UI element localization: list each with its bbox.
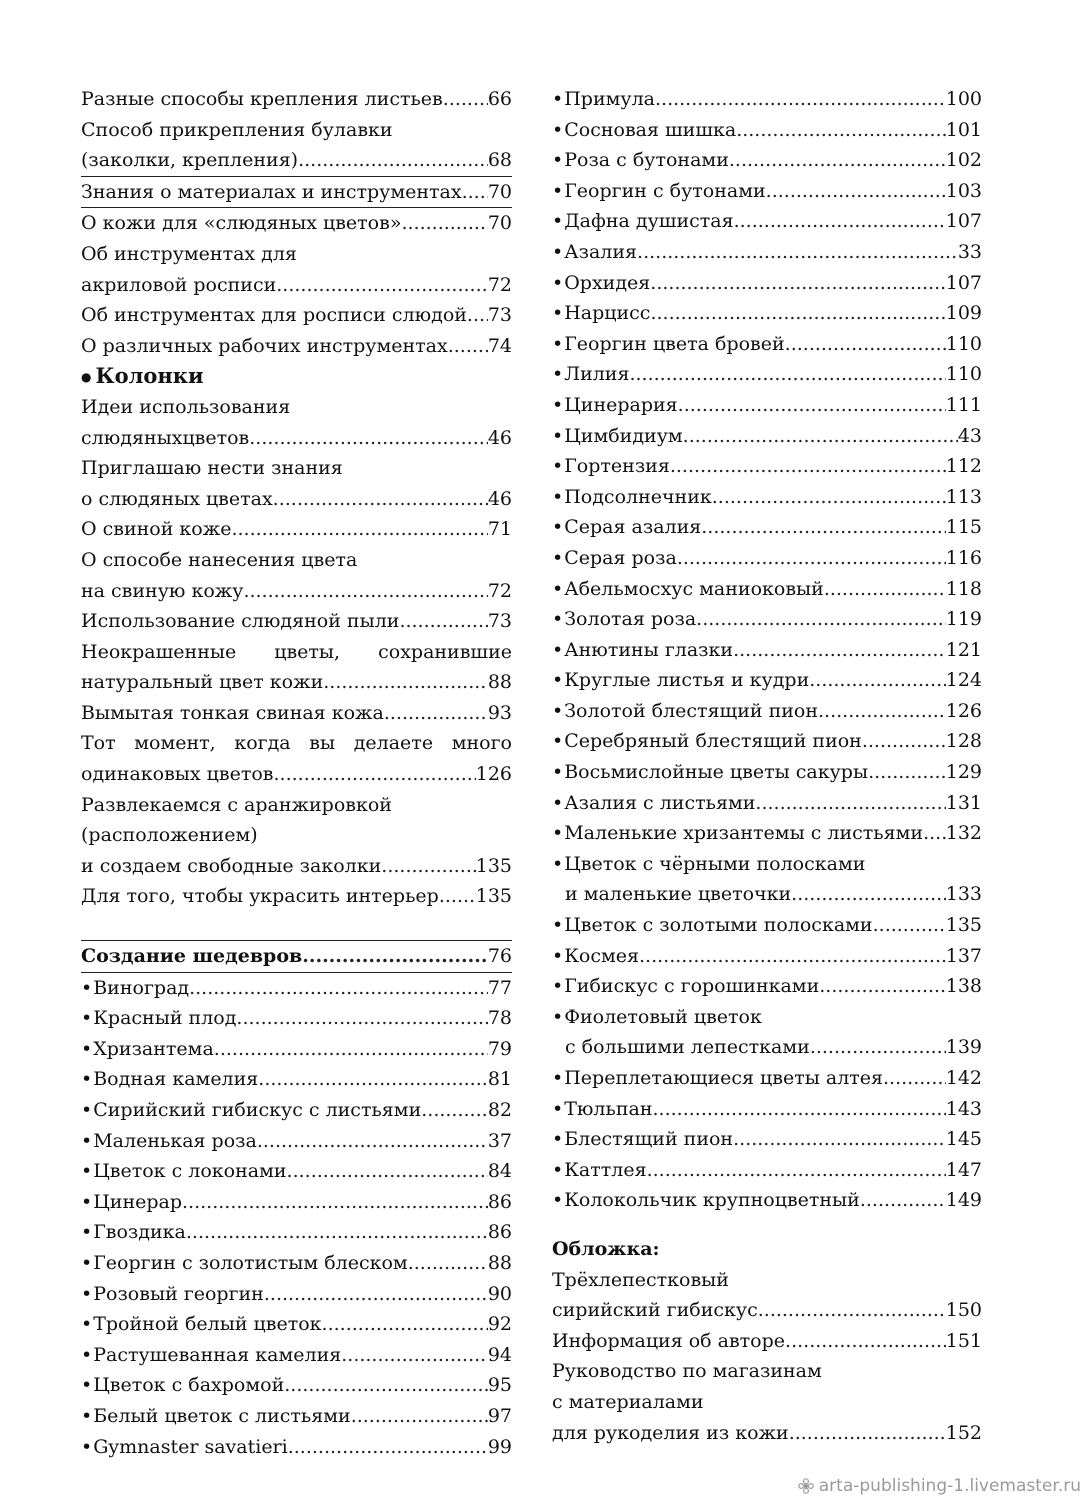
toc-group xyxy=(81,84,512,176)
toc-entry xyxy=(552,512,982,543)
entry-page: 110 xyxy=(945,332,982,355)
entry-title: • Серая роза xyxy=(552,543,677,574)
entry-title: • Колокольчик крупноцветный xyxy=(552,1185,860,1216)
toc-entry xyxy=(552,574,982,605)
entry-page: 92 xyxy=(487,1313,512,1336)
entry-title: • Космея xyxy=(552,941,639,972)
entry-title: • Роза с бутонами xyxy=(552,145,729,176)
entry-title: • Азалия xyxy=(552,237,637,268)
entry-page: 135 xyxy=(475,885,512,908)
entry-title: с большими лепестками xyxy=(565,1036,810,1059)
entry-title: • Водная камелия xyxy=(81,1064,258,1095)
entry-page: 43 xyxy=(957,424,982,447)
entry-page: 118 xyxy=(945,577,982,600)
entry-page: 86 xyxy=(487,1190,512,1213)
entry-page: 70 xyxy=(487,212,512,235)
toc-entry xyxy=(552,390,982,421)
toc-entry xyxy=(81,1217,512,1248)
toc-entry xyxy=(81,115,512,146)
entry-page: 74 xyxy=(487,334,512,357)
toc-entry xyxy=(81,576,512,607)
toc-entry xyxy=(81,1126,512,1157)
toc-entry xyxy=(552,941,982,972)
entry-title: Трёхлепестковый xyxy=(552,1268,729,1291)
entry-title: Идеи использования xyxy=(81,395,291,418)
columns-heading: ● Колонки xyxy=(81,361,512,392)
toc-entry xyxy=(552,298,982,329)
entry-title: сирийский гибискус xyxy=(552,1299,758,1322)
entry-title: и создаем свободные заколки xyxy=(81,854,382,877)
entry-page: 124 xyxy=(945,669,982,692)
entry-page: 126 xyxy=(945,699,982,722)
entry-page: 70 xyxy=(487,180,512,203)
flower-icon xyxy=(798,1478,814,1494)
right-column xyxy=(552,84,982,1448)
entry-page: 99 xyxy=(487,1435,512,1458)
entry-page: 86 xyxy=(487,1221,512,1244)
entry-page: 109 xyxy=(945,302,982,325)
entry-title: • Цинерар xyxy=(81,1187,182,1218)
entry-title: • Тюльпан xyxy=(552,1094,653,1125)
entry-title: • Gymnaster savatieri xyxy=(81,1432,288,1463)
entry-title: с материалами xyxy=(552,1390,704,1413)
toc-entry xyxy=(81,84,512,115)
entry-title: • Серая азалия xyxy=(552,512,701,543)
toc-entry xyxy=(552,849,982,880)
entry-page: 110 xyxy=(945,363,982,386)
toc-entry xyxy=(81,514,512,545)
entry-title: • Розовый георгин xyxy=(81,1279,264,1310)
entry-page: 107 xyxy=(945,271,982,294)
entry-page: 129 xyxy=(945,761,982,784)
toc-entry xyxy=(81,239,512,270)
toc-entry xyxy=(81,667,512,698)
toc-entry xyxy=(81,698,512,729)
toc-entry xyxy=(81,1003,512,1034)
toc-entry xyxy=(552,1387,982,1418)
entry-title: Разные способы крепления листьев xyxy=(81,88,443,110)
toc-entry xyxy=(81,1248,512,1279)
toc-entry xyxy=(81,1279,512,1310)
entry-page: 72 xyxy=(487,579,512,602)
entry-title: • Золотой блестящий пион xyxy=(552,696,818,727)
toc-entry xyxy=(552,1063,982,1094)
entry-title: • Анютины глазки xyxy=(552,635,733,666)
entry-page: 149 xyxy=(945,1189,982,1212)
entry-title: Об инструментах для xyxy=(81,242,297,265)
entry-title: • Цветок с чёрными полосками xyxy=(552,853,865,875)
entry-page: 46 xyxy=(487,487,512,510)
entry-title: • Фиолетовый цветок xyxy=(552,1006,762,1028)
toc-entry xyxy=(81,851,512,882)
toc-group xyxy=(81,208,512,361)
entry-title: Развлекаемся с аранжировкой xyxy=(81,793,392,816)
entry-title: • Восьмислойные цветы сакуры xyxy=(552,757,868,788)
entry-page: 112 xyxy=(945,455,982,478)
toc-entry xyxy=(81,1095,512,1126)
toc-entry xyxy=(552,1124,982,1155)
entry-page: 143 xyxy=(945,1097,982,1120)
toc-entry xyxy=(552,268,982,299)
entry-title: • Красный плод xyxy=(81,1003,236,1034)
entry-page: 116 xyxy=(945,546,982,569)
entry-page: 100 xyxy=(945,88,982,110)
toc-entry xyxy=(81,759,512,790)
toc-group xyxy=(552,84,982,1216)
entry-page: 79 xyxy=(487,1037,512,1060)
entry-title: Тот момент, когда вы делаете много xyxy=(81,732,512,755)
entry-page: 84 xyxy=(487,1160,512,1183)
entry-title: на свиную кожу xyxy=(81,579,244,602)
entry-title: • Цимбидиум xyxy=(552,421,683,452)
toc-entry xyxy=(552,726,982,757)
entry-page: 152 xyxy=(945,1421,982,1444)
entry-title: Неокрашенные цветы, сохранившие xyxy=(81,640,512,663)
entry-page: 33 xyxy=(957,240,982,263)
entry-title: • Хризантема xyxy=(81,1034,214,1065)
entry-page: 142 xyxy=(945,1067,982,1089)
entry-page: 73 xyxy=(487,304,512,327)
entry-title: Информация об авторе xyxy=(552,1329,786,1352)
toc-entry xyxy=(81,1064,512,1095)
entry-page: 145 xyxy=(945,1128,982,1151)
toc-entry xyxy=(81,177,512,208)
entry-page: 66 xyxy=(487,88,512,110)
entry-title: • Растушеванная камелия xyxy=(81,1340,341,1371)
toc-entry xyxy=(552,84,982,115)
toc-entry xyxy=(552,879,982,910)
entry-title: Руководство по магазинам xyxy=(552,1360,822,1383)
entry-title: О кожи для «слюдяных цветов» xyxy=(81,212,402,235)
toc-entry xyxy=(81,1370,512,1401)
entry-page: 82 xyxy=(487,1099,512,1121)
entry-page: 107 xyxy=(945,210,982,233)
entry-page: 121 xyxy=(945,638,982,661)
entry-title: О свиной коже xyxy=(81,518,232,541)
entry-title: Знания о материалах и инструментах xyxy=(81,180,462,203)
entry-title: • Цветок с золотыми полосками xyxy=(552,910,873,941)
entry-title: • Цветок с бахромой xyxy=(81,1370,284,1401)
entry-page: 71 xyxy=(487,518,512,541)
entry-page: 77 xyxy=(487,976,512,999)
entry-title: акриловой росписи xyxy=(81,273,277,296)
entry-title: • Лилия xyxy=(552,359,629,390)
toc-entry xyxy=(81,1156,512,1187)
toc-entry xyxy=(81,331,512,362)
entry-title: • Азалия с листьями xyxy=(552,788,755,819)
toc-entry xyxy=(552,482,982,513)
toc-entry xyxy=(81,881,512,912)
toc-group xyxy=(552,1265,982,1449)
entry-page: 150 xyxy=(945,1299,982,1322)
toc-entry xyxy=(81,145,512,176)
entry-title: • Орхидея xyxy=(552,268,650,299)
entry-title: • Нарцисс xyxy=(552,298,650,329)
entry-page: 95 xyxy=(487,1374,512,1397)
toc-entry xyxy=(81,300,512,331)
entry-title: • Маленькая роза xyxy=(81,1126,257,1157)
materials-section-header xyxy=(81,176,512,209)
entry-title: Создание шедевров xyxy=(81,945,303,968)
entry-page: 93 xyxy=(487,701,512,724)
toc-entry xyxy=(552,115,982,146)
toc-entry xyxy=(552,1002,982,1033)
toc-entry xyxy=(552,329,982,360)
entry-page: 115 xyxy=(945,516,982,539)
entry-title: и маленькие цветочки xyxy=(565,883,792,906)
entry-title: • Тройной белый цветок xyxy=(81,1309,322,1340)
entry-title: • Гвоздика xyxy=(81,1217,186,1248)
entry-page: 135 xyxy=(475,854,512,877)
entry-page: 97 xyxy=(487,1404,512,1427)
entry-page: 147 xyxy=(945,1158,982,1181)
toc-entry xyxy=(81,1401,512,1432)
toc-entry xyxy=(552,788,982,819)
entry-title: • Гортензия xyxy=(552,451,670,482)
entry-title: • Сосновая шишка xyxy=(552,115,736,146)
entry-page: 113 xyxy=(945,485,982,508)
entry-title: натуральный цвет кожи xyxy=(81,671,324,694)
toc-entry xyxy=(81,453,512,484)
toc-entry xyxy=(552,757,982,788)
entry-title: Для того, чтобы украсить интерьер xyxy=(81,885,439,908)
toc-entry xyxy=(552,1326,982,1357)
entry-title: • Гибискус с горошинками xyxy=(552,971,819,1002)
masterpieces-header xyxy=(81,940,512,973)
toc-group xyxy=(81,973,512,1463)
entry-page: 72 xyxy=(487,273,512,296)
toc-entry xyxy=(552,1155,982,1186)
entry-title: Способ прикрепления булавки xyxy=(81,118,393,141)
entry-title: • Георгин с бутонами xyxy=(552,176,766,207)
toc-entry xyxy=(552,1185,982,1216)
toc-entry xyxy=(81,973,512,1004)
toc-entry xyxy=(81,392,512,423)
entry-title: • Блестящий пион xyxy=(552,1124,733,1155)
toc-entry xyxy=(81,1034,512,1065)
entry-title: • Примула xyxy=(552,84,655,115)
entry-title: О различных рабочих инструментах xyxy=(81,334,448,357)
toc-entry xyxy=(81,790,512,821)
toc-entry xyxy=(552,665,982,696)
watermark xyxy=(798,1476,1081,1496)
toc-entry xyxy=(81,728,512,759)
entry-title: • Сирийский гибискус с листьями xyxy=(81,1095,421,1126)
entry-page: 133 xyxy=(945,883,982,906)
toc-entry xyxy=(552,910,982,941)
toc-entry xyxy=(552,421,982,452)
toc-entry xyxy=(81,606,512,637)
toc-entry xyxy=(552,1418,982,1449)
entry-page: 46 xyxy=(487,426,512,449)
entry-page: 88 xyxy=(487,1251,512,1274)
toc-entry xyxy=(552,604,982,635)
entry-page: 137 xyxy=(945,944,982,967)
entry-page: 88 xyxy=(487,671,512,694)
entry-title: • Подсолнечник xyxy=(552,482,712,513)
toc-entry xyxy=(552,971,982,1002)
entry-title: слюдяныхцветов xyxy=(81,426,250,449)
toc-entry xyxy=(81,208,512,239)
toc-entry xyxy=(552,145,982,176)
entry-title: • Георгин цвета бровей xyxy=(552,329,785,360)
toc-entry xyxy=(552,696,982,727)
toc-entry xyxy=(552,237,982,268)
toc-entry xyxy=(552,1356,982,1387)
entry-title: О способе нанесения цвета xyxy=(81,548,358,571)
entry-page: 73 xyxy=(487,610,512,633)
watermark-text: arta-publishing-1.livemaster.ru xyxy=(818,1476,1081,1496)
entry-title: о слюдяных цветах xyxy=(81,487,273,510)
entry-title: одинаковых цветов xyxy=(81,763,274,786)
entry-title: Приглашаю нести знания xyxy=(81,457,343,480)
toc-entry xyxy=(552,1032,982,1063)
toc-entry xyxy=(552,1295,982,1326)
entry-title: • Дафна душистая xyxy=(552,206,734,237)
entry-page: 68 xyxy=(487,149,512,172)
entry-title: для рукоделия из кожи xyxy=(552,1421,789,1444)
toc-entry xyxy=(552,359,982,390)
toc-entry xyxy=(552,206,982,237)
entry-page: 90 xyxy=(487,1282,512,1305)
entry-page: 102 xyxy=(945,149,982,172)
toc-entry xyxy=(552,1094,982,1125)
entry-page: 128 xyxy=(945,730,982,753)
entry-page: 111 xyxy=(945,393,982,416)
left-column xyxy=(81,84,512,1462)
entry-title: • Георгин с золотистым блеском xyxy=(81,1248,408,1279)
entry-title: Использование слюдяной пыли xyxy=(81,610,400,633)
entry-title: • Цветок с локонами xyxy=(81,1156,287,1187)
toc-entry xyxy=(81,270,512,301)
entry-page: 132 xyxy=(945,822,982,845)
entry-title: • Переплетающиеся цветы алтея xyxy=(552,1063,883,1094)
entry-page: 151 xyxy=(945,1329,982,1352)
entry-page: 119 xyxy=(945,608,982,631)
entry-page: 76 xyxy=(487,945,512,968)
toc-entry xyxy=(552,635,982,666)
toc-entry xyxy=(81,1187,512,1218)
entry-title: • Цинерария xyxy=(552,390,678,421)
entry-title: • Виноград xyxy=(81,973,189,1004)
entry-title: • Золотая роза xyxy=(552,604,696,635)
toc-entry xyxy=(81,423,512,454)
entry-page: 139 xyxy=(945,1036,982,1059)
entry-title: • Маленькие хризантемы с листьями xyxy=(552,818,923,849)
toc-group xyxy=(81,392,512,912)
entry-page: 103 xyxy=(945,179,982,202)
cover-heading: Обложка: xyxy=(552,1237,660,1260)
entry-title: • Белый цветок с листьями xyxy=(81,1401,351,1432)
toc-entry xyxy=(81,1432,512,1463)
entry-title: • Абельмосхус маниоковый xyxy=(552,574,824,605)
toc-entry xyxy=(552,1265,982,1296)
entry-title: Об инструментах для росписи слюдой xyxy=(81,304,467,327)
entry-page: 138 xyxy=(945,975,982,998)
toc-entry xyxy=(81,484,512,515)
entry-page: 131 xyxy=(945,791,982,814)
entry-title: • Круглые листья и кудри xyxy=(552,665,809,696)
toc-entry xyxy=(552,451,982,482)
entry-title: (расположением) xyxy=(81,824,258,847)
toc-entry xyxy=(81,637,512,668)
entry-title: • Серебряный блестящий пион xyxy=(552,726,862,757)
toc-entry xyxy=(81,820,512,851)
toc-entry xyxy=(552,543,982,574)
toc-entry xyxy=(552,176,982,207)
toc-entry xyxy=(81,1309,512,1340)
entry-page: 81 xyxy=(487,1068,512,1091)
entry-title: Вымытая тонкая свиная кожа xyxy=(81,701,384,724)
entry-page: 78 xyxy=(487,1007,512,1030)
entry-page: 101 xyxy=(945,118,982,141)
toc-entry xyxy=(81,1340,512,1371)
entry-page: 126 xyxy=(475,763,512,786)
entry-page: 94 xyxy=(487,1343,512,1366)
toc-entry xyxy=(81,545,512,576)
entry-title: • Каттлея xyxy=(552,1155,647,1186)
entry-page: 135 xyxy=(945,914,982,937)
entry-title: (заколки, крепления) xyxy=(81,149,299,172)
toc-entry xyxy=(552,818,982,849)
entry-page: 37 xyxy=(487,1129,512,1152)
